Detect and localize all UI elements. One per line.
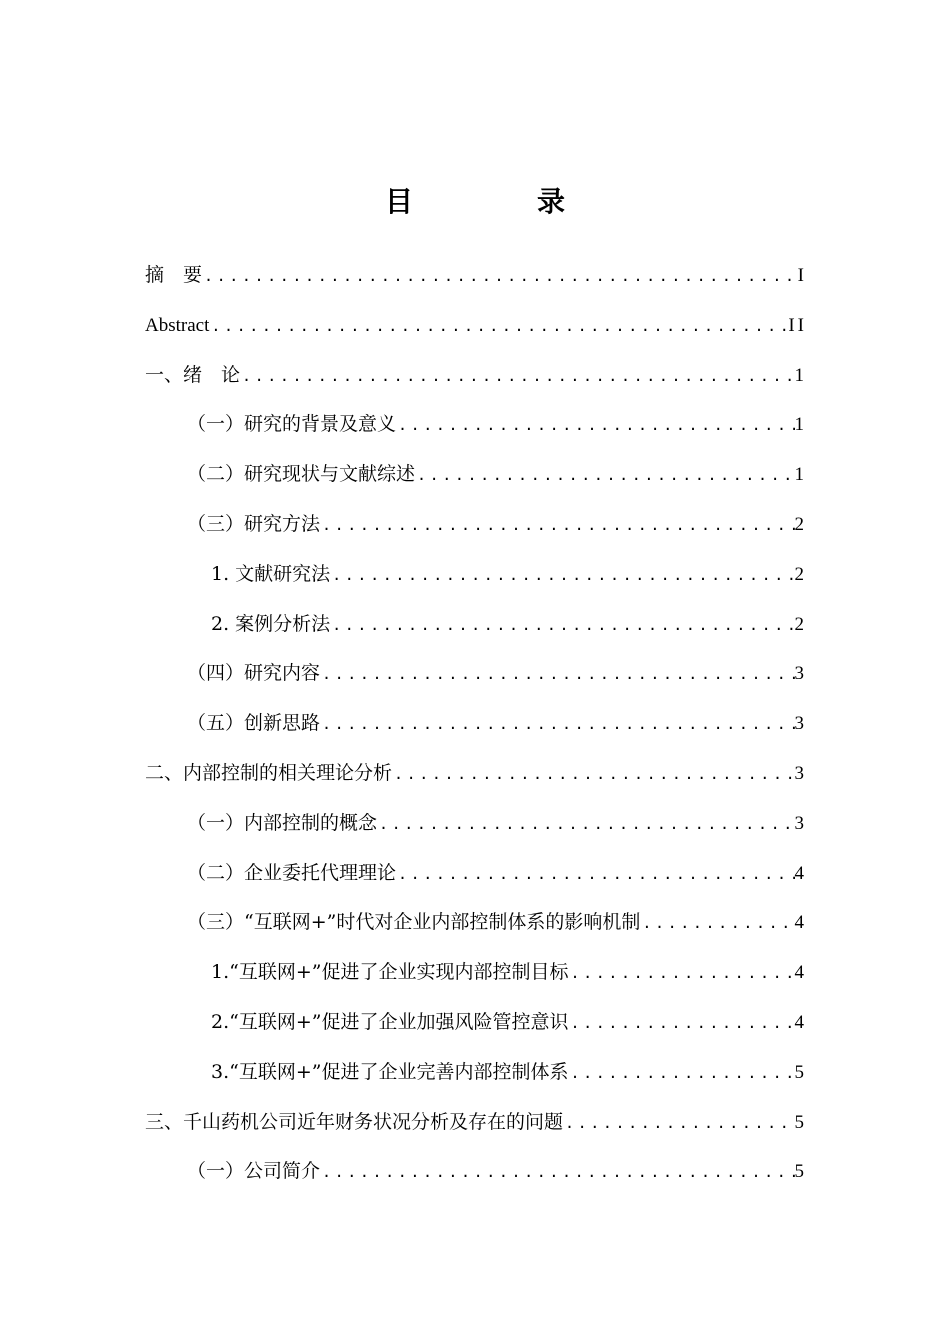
toc-dot-leader <box>563 1099 794 1149</box>
toc-entry-page: 1 <box>794 464 807 486</box>
toc-dot-leader <box>320 700 794 750</box>
toc-entry-page: 4 <box>794 962 807 984</box>
toc-entry-label: （二）研究现状与文献综述 <box>187 463 416 486</box>
toc-entry-label: （一）内部控制的概念 <box>187 811 378 834</box>
toc-entry-label: 2.“互联网+”促进了企业加强风险管控意识 <box>211 1010 569 1033</box>
toc-entry-page: 3 <box>794 812 807 834</box>
toc-entry-subsection-1-3-1[interactable] <box>145 550 807 600</box>
toc-entry-label: 摘 要 <box>145 264 203 286</box>
toc-entry-label: 3.“互联网+”促进了企业完善内部控制体系 <box>211 1060 569 1083</box>
toc-entry-section-2-3[interactable] <box>145 898 807 948</box>
toc-title: 目 录 <box>384 185 613 218</box>
toc-entry-page: 5 <box>794 1111 807 1133</box>
toc-entry-page: 3 <box>794 713 807 735</box>
toc-entry-subsection-2-3-2[interactable] <box>145 998 807 1048</box>
toc-entry-label: （二）企业委托代理理论 <box>187 861 397 884</box>
toc-dot-leader <box>568 999 794 1049</box>
toc-entry-label: Abstract <box>145 314 210 336</box>
toc-dot-leader <box>640 899 794 949</box>
toc-dot-leader <box>568 1049 794 1099</box>
toc-entry-section-1-1[interactable] <box>145 400 807 450</box>
toc-dot-leader <box>240 352 794 402</box>
toc-dot-leader <box>377 800 794 850</box>
toc-entry-label: （三）研究方法 <box>187 512 321 535</box>
toc-entry-label: （一）研究的背景及意义 <box>187 413 397 436</box>
toc-entry-section-1-2[interactable] <box>145 450 807 500</box>
toc-entry-chapter-3[interactable] <box>145 1098 807 1148</box>
toc-entry-page: 3 <box>794 663 807 685</box>
toc-dot-leader <box>415 451 794 501</box>
toc-entry-page: 2 <box>794 613 807 635</box>
toc-entry-label: 1.“互联网+”促进了企业实现内部控制目标 <box>211 961 569 984</box>
toc-dot-leader <box>320 1148 794 1198</box>
toc-entry-page: 4 <box>794 1011 807 1033</box>
toc-entry-page: 5 <box>794 1161 807 1183</box>
toc-entry-section-2-1[interactable] <box>145 799 807 849</box>
toc-entry-label: （四）研究内容 <box>187 662 321 685</box>
toc-entry-page: 4 <box>794 912 807 934</box>
toc-entry-page: 2 <box>794 513 807 535</box>
toc-entry-section-1-3[interactable] <box>145 500 807 550</box>
toc-dot-leader <box>396 401 794 451</box>
toc-dot-leader <box>392 750 794 800</box>
toc-entry-section-1-4[interactable] <box>145 649 807 699</box>
toc-dot-leader <box>320 501 794 551</box>
toc-entry-page: 1 <box>794 364 807 386</box>
toc-dot-leader <box>568 949 794 999</box>
toc-entry-section-2-2[interactable] <box>145 849 807 899</box>
toc-entry-page: 2 <box>794 563 807 585</box>
toc-dot-leader <box>320 650 794 700</box>
toc-entry-section-1-5[interactable] <box>145 699 807 749</box>
toc-entry-subsection-1-3-2[interactable] <box>145 600 807 650</box>
toc-dot-leader <box>396 850 794 900</box>
toc-entry-label: 一、绪 论 <box>145 363 241 386</box>
toc-entry-label: （三）“互联网+”时代对企业内部控制体系的影响机制 <box>187 911 641 934</box>
toc-entry-page: I <box>797 265 807 286</box>
toc-entry-label: 2. 案例分析法 <box>211 612 331 635</box>
toc-entry-page: 4 <box>794 862 807 884</box>
toc-entry-label: 二、内部控制的相关理论分析 <box>145 761 393 784</box>
toc-entry-page: II <box>788 314 807 336</box>
toc-dot-leader <box>330 601 794 651</box>
toc-entry-subsection-2-3-3[interactable] <box>145 1048 807 1098</box>
toc-entry-label: 1. 文献研究法 <box>211 562 331 585</box>
toc-entry-abstract-cn[interactable] <box>145 251 807 301</box>
toc-dot-leader <box>330 551 794 601</box>
toc-entry-label: （一）公司简介 <box>187 1160 321 1183</box>
toc-entry-page: 5 <box>794 1061 807 1083</box>
toc-entry-page: 3 <box>794 762 807 784</box>
toc-entry-subsection-2-3-1[interactable] <box>145 948 807 998</box>
toc-dot-leader <box>202 252 795 302</box>
toc-dot-leader <box>209 302 788 352</box>
toc-entry-abstract-en[interactable] <box>145 301 807 351</box>
toc-entry-chapter-1[interactable] <box>145 351 807 401</box>
toc-entry-label: 三、千山药机公司近年财务状况分析及存在的问题 <box>145 1110 564 1133</box>
toc-entry-page: 1 <box>794 414 807 436</box>
toc-entry-section-3-1[interactable] <box>145 1147 807 1197</box>
toc-list <box>145 251 807 1197</box>
toc-entry-label: （五）创新思路 <box>187 712 321 735</box>
toc-entry-chapter-2[interactable] <box>145 749 807 799</box>
